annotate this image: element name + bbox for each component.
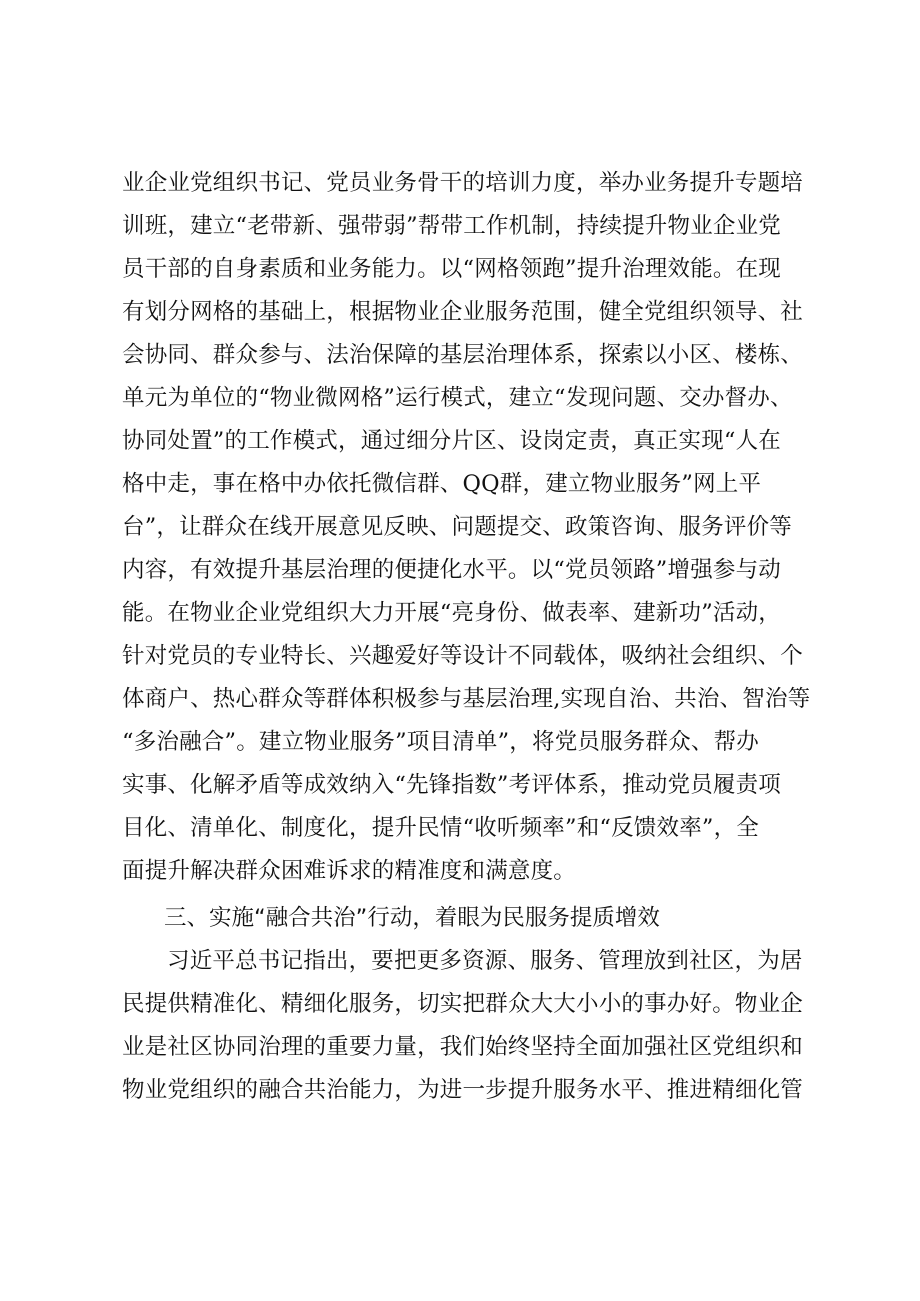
paragraph-1-line: 能。在物业企业党组织大力开展“亮身份、做表率、建新功”活动，	[122, 600, 782, 626]
paragraph-2-line: 业是社区协同治理的重要力量，我们始终坚持全面加强社区党组织和	[122, 1034, 804, 1060]
paragraph-1-line: “多治融合”。建立物业服务”项目清单”，将党员服务群众、帮办	[122, 729, 760, 755]
paragraph-1-line: 格中走，事在格中办依托微信群、QQ群，建立物业服务”网上平	[122, 471, 762, 497]
section-heading: 三、实施“融合共治”行动，着眼为民服务提质增效	[164, 905, 660, 931]
paragraph-1-line: 有划分网格的基础上，根据物业企业服务范围，健全党组织领导、社	[122, 299, 804, 325]
paragraph-1-line: 实事、化解矛盾等成效纳入“先锋指数”考评体系，推动党员履责项	[122, 772, 782, 798]
paragraph-1-line: 内容，有效提升基层治理的便捷化水平。以“党员领路”增强参与动	[122, 557, 782, 583]
paragraph-1-line: 单元为单位的“物业微网格”运行模式，建立“发现问题、交办督办、	[122, 385, 793, 411]
paragraph-1-line: 协同处置”的工作模式，通过细分片区、设岗定责，真正实现“人在	[122, 428, 782, 454]
paragraph-1-line: 面提升解决群众困难诉求的精准度和满意度。	[122, 858, 577, 884]
paragraph-2-line: 民提供精准化、精细化服务，切实把群众大大小小的事办好。物业企	[122, 991, 804, 1017]
paragraph-1-line: 训班，建立“老带新、强带弱”帮带工作机制，持续提升物业企业党	[122, 213, 782, 239]
paragraph-1-line: 针对党员的专业特长、兴趣爱好等设计不同载体，吸纳社会组织、个	[122, 643, 804, 669]
paragraph-2-line: 习近平总书记指出，要把更多资源、服务、管理放到社区，为居	[167, 948, 803, 974]
paragraph-1-line: 台”，让群众在线开展意见反映、问题提交、政策咨询、服务评价等	[122, 514, 793, 540]
paragraph-1-line: 目化、清单化、制度化，提升民情“收听频率”和“反馈效率”，全	[122, 815, 760, 841]
paragraph-1-line: 业企业党组织书记、党员业务骨干的培训力度，举办业务提升专题培	[122, 170, 804, 196]
paragraph-2-line: 物业党组织的融合共治能力，为进一步提升服务水平、推进精细化管	[122, 1077, 804, 1103]
paragraph-1-line: 体商户、热心群众等群体积极参与基层治理,实现自治、共治、智治等	[122, 686, 811, 712]
paragraph-1-line: 会协同、群众参与、法治保障的基层治理体系，探索以小区、楼栋、	[122, 342, 804, 368]
paragraph-1-line: 员干部的自身素质和业务能力。以“网格领跑”提升治理效能。在现	[122, 256, 782, 282]
